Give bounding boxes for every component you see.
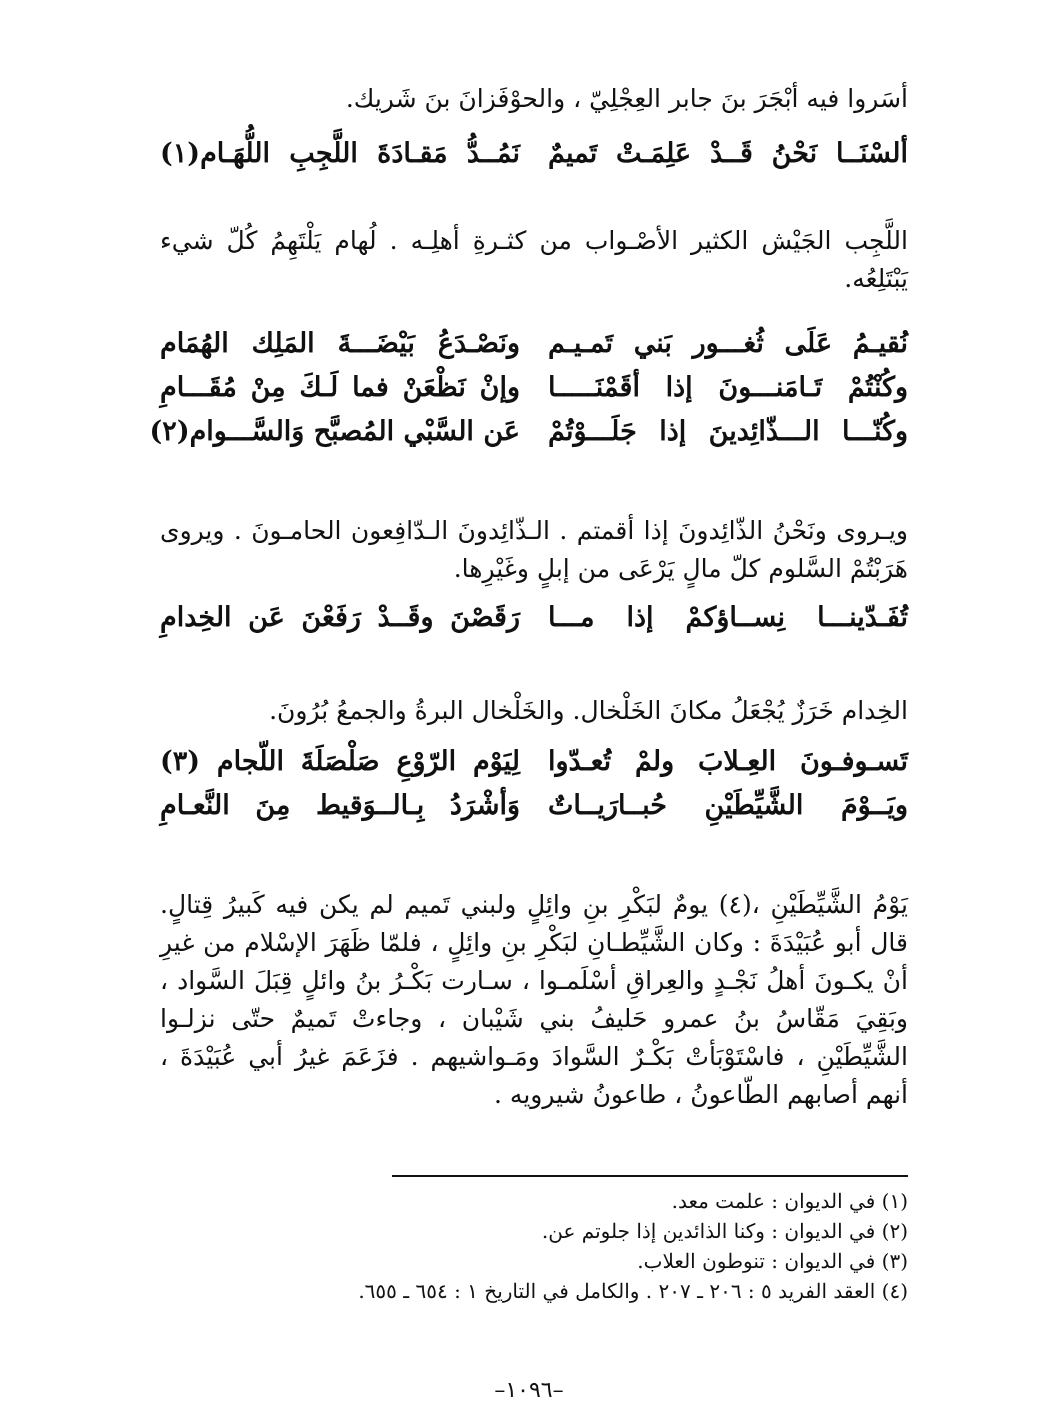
paragraph-day-of-shayyitayn: يَوْمُ الشَّيِّطَيْنِ ،(٤) يومٌ لبَكْرِ بنِ وائِلٍ ولبني تَميم لم يكن فيه كَبيرُ قِتالٍ. قال أبو عُبَيْدَةَ : وكان الشَّيِّطـانِ لبَكْرِ بنِ وائِلٍ ، فلمّا ظَهَرَ الإسْلام من غيرِ أنْ يكـونَ أهلُ نَجْـدٍ والعِراقِ أسْلَمـوا ، سـارت بَكْـرُ بنُ وائلٍ قِبَلَ السَّواد ، وبَقِيَ مَقّاسُ بنُ عمرو حَليفُ بني شَيْبان ، وجاءتْ تَميمٌ حتّى نزلـوا الشَّيِّطَيْنِ ، فاسْتَوْبَأتْ بَكْـرٌ السَّوادَ ومَـواشيهم . فزَعَمَ غيرُ أبي عُبَيْدَةَ ، أنهم أصابهم الطّاعونُ ، طاعونُ شيرويه . — [160, 890, 908, 1109]
verse-group-2 — [149, 322, 908, 454]
footnotes — [160, 1186, 908, 1306]
footnote-1: (١) في الديوان : علمت معد. — [671, 1189, 908, 1213]
verse-hemistich-right: وكُنّـــا الـــذّائِدينَ إذا جَلَـــوْتُمْ — [548, 416, 908, 447]
verse-hemistich-left: نَمُــدُّ مَقـادَةَ اللَّجِبِ اللُّهَـام(١) — [160, 138, 520, 169]
verse-group-3 — [160, 596, 908, 640]
verse-group-1 — [160, 132, 908, 176]
verse-hemistich-right: وكُنْتُمْ تَـامَنـــونَ إذا أقَمْنَـــــا — [548, 372, 908, 403]
verse-hemistich-left: ونَصْـدَعُ بَيْضَـــةَ المَلِك الهُمَام — [160, 328, 520, 359]
verse-line — [160, 322, 908, 366]
verse-hemistich-left: وإنْ نَظْعَنْ فما لَـكَ مِنْ مُقَـــامِ — [160, 372, 520, 403]
paragraph-lajib-gloss: اللَّجِب الجَيْش الكثير الأصْـواب من كثـرةِ أهلِـه . لُهام يَلْتَهِمُ كُلّ شيء يَبْتَلِعُه. — [160, 226, 908, 293]
verse-hemistich-left: رَقَصْنَ وقَــدْ رَفَعْنَ عَن الخِدامِ — [160, 602, 520, 633]
footnote-4: (٤) العقد الفريد ٥ : ٢٠٦ ـ ٢٠٧ . والكامل في التاريخ ١ : ٦٥٤ ـ ٦٥٥. — [358, 1279, 908, 1303]
verse-hemistich-right: ويَــوْمَ الشَّيِّطَيْنِ حُبــارَيــاتٌ — [548, 790, 908, 821]
footnote-divider — [392, 1175, 908, 1177]
verse-line — [160, 366, 908, 410]
verse-line — [160, 132, 908, 176]
verse-hemistich-right: تَسـوفـونَ العِـلابَ ولمْ تُعـدّوا — [548, 746, 908, 777]
verse-line — [160, 740, 908, 784]
verse-group-4 — [160, 740, 908, 828]
paragraph-captives: أسَروا فيه أبْجَرَ بنَ جابر العِجْلِيّ ، والحوْفَزانَ بنَ شَريك. — [345, 84, 908, 113]
footnote-2: (٢) في الديوان : وكنا الذائدين إذا جلوتم عن. — [541, 1219, 908, 1243]
verse-hemistich-right: ألسْنَــا نَحْنُ قَــدْ عَلِمَـتْ تَميمٌ — [548, 138, 908, 169]
verse-hemistich-left: لِيَوْم الرّوْعِ صَلْصَلَةَ اللّجام (٣) — [160, 746, 520, 777]
verse-line — [149, 410, 908, 454]
verse-hemistich-right: تُفَـدّينـــا نِســاؤكمْ إذا مـــا — [548, 602, 908, 633]
verse-hemistich-right: نُقيـمُ عَلَى ثُغـــور بَني تَمـيـم — [548, 328, 908, 359]
verse-line — [160, 784, 908, 828]
page-number: –١٠٩٦– — [494, 1378, 564, 1403]
paragraph-variant-readings: ويـروى ونَحْنُ الذّائِدونَ إذا أقمتم . الـذّائِدونَ الـدّافِعون الحامـونَ . ويروى هَرَبْتُمْ السَّلوم كلّ مالٍ يَرْعَى من إبلٍ وغَيْرِها. — [160, 516, 908, 583]
footnote-3: (٣) في الديوان : تنوطون العلاب. — [637, 1249, 908, 1273]
verse-line — [160, 596, 908, 640]
verse-hemistich-left: عَن السَّبْي المُصبَّح وَالسَّـــوام(٢) — [149, 416, 520, 447]
verse-hemistich-left: وَأشْرَدُ بِـالــوَقيط مِنَ النَّعـامِ — [160, 790, 520, 821]
paragraph-khidam-gloss: الخِدام خَرَزٌ يُجْعَلُ مكانَ الخَلْخال. والخَلْخال البرةُ والجمعُ بُرُونَ. — [269, 696, 908, 725]
